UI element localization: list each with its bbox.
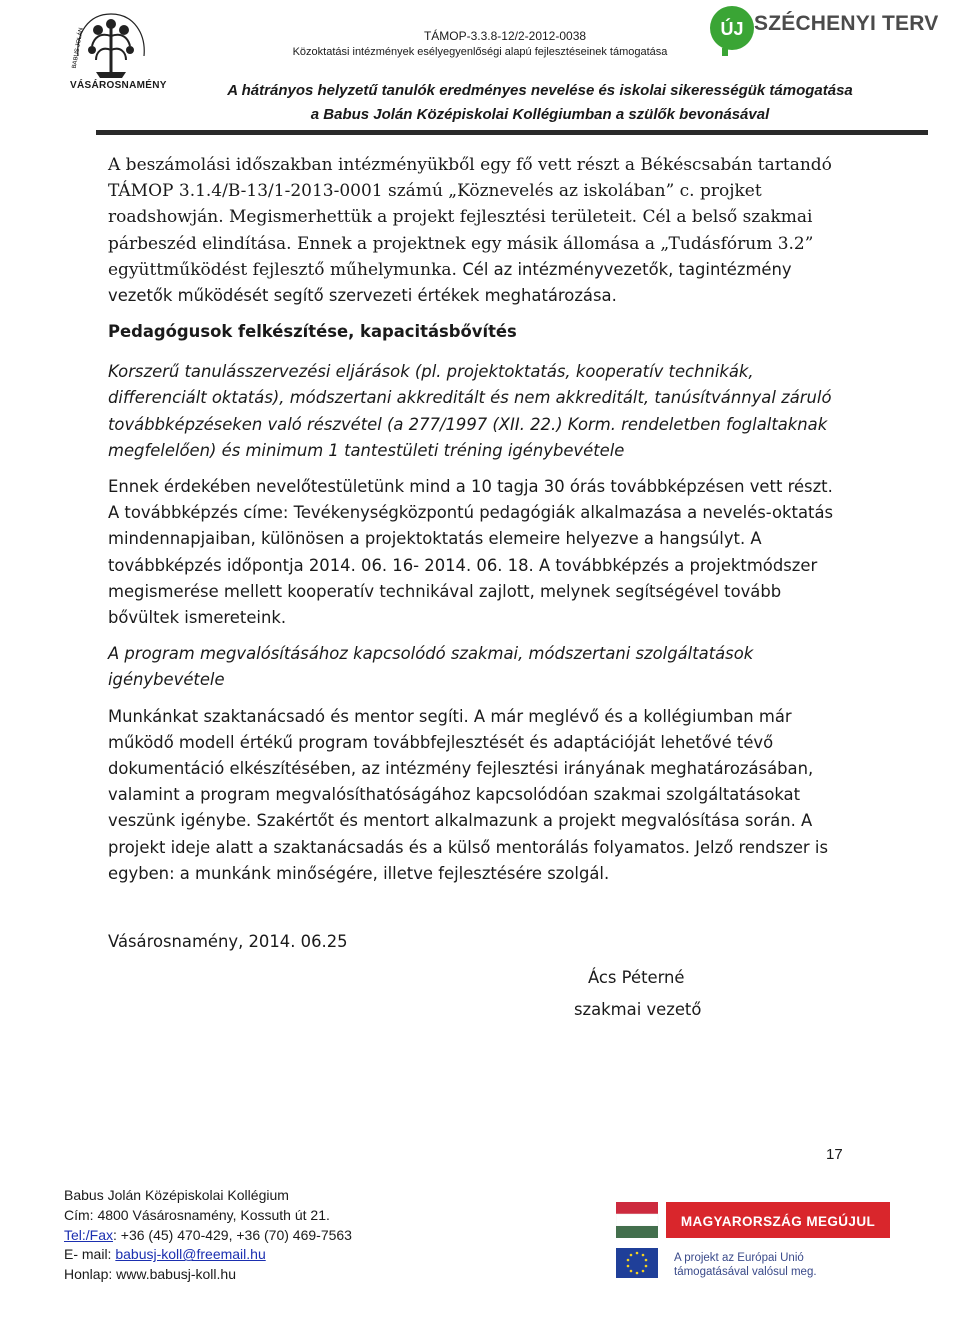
email-link[interactable]: babusj-koll@freemail.hu xyxy=(115,1246,266,1263)
text-line: dokumentáció elkészítésében, az intézmény fejlesztési irányának meghatározásában, xyxy=(108,759,814,779)
paragraph-italic-training xyxy=(108,359,844,464)
text-line: együttműködést fejlesztő műhelymunka. xyxy=(108,259,457,280)
footer-phone xyxy=(64,1226,352,1246)
text-line: differenciált oktatás), módszertani akkreditált és nem akkreditált, tanúsítvánnyal záruló xyxy=(108,388,832,408)
project-info xyxy=(160,28,800,60)
page-header xyxy=(0,0,960,140)
svg-text:ÚJ: ÚJ xyxy=(720,19,744,39)
text-line: megfelelően) és minimum 1 tantestületi tréning igénybevétele xyxy=(108,440,625,460)
text-line: TÁMOP 3.1.4/B-13/1-2013-0001 számú „Köznevelés az iskolában” c. projket xyxy=(108,181,762,202)
footer-address: Cím: 4800 Vásárosnamény, Kossuth út 21. xyxy=(64,1206,330,1223)
eu-text-2: támogatásával valósul meg. xyxy=(674,1266,817,1278)
text-line: mindennapjaiban, különösen a projektoktatás elemeire helyezve a hangsúlyt. A xyxy=(108,529,762,549)
project-code: TÁMOP-3.3.8-12/2-2012-0038 xyxy=(423,29,587,43)
text-line: továbbképzéseken való részvétel (a 277/1997 (XII. 22.) Korm. rendeletben foglaltaknak xyxy=(108,414,828,434)
paragraph-mentor xyxy=(108,704,844,887)
text-line: Ennek érdekében nevelőtestületünk mind a 10 tagja 30 órás továbbképzésen vett részt. xyxy=(108,477,833,497)
text-line: roadshowján. Megismerhettük a projekt fejlesztési területeit. Cél a belső szakmai xyxy=(108,207,813,228)
paragraph-roadshow xyxy=(108,152,844,309)
text-line: valamint a program megvalósíthatóságához kapcsolódóan szakmai szolgáltatásokat xyxy=(108,785,801,805)
text-line: veszünk igénybe. Szakértőt és mentort alkalmazunk a projekt megvalósítása során. A xyxy=(108,811,813,831)
eu-text-1: A projekt az Európai Unió xyxy=(674,1252,804,1264)
text-line: párbeszéd elindítása. Ennek a projektnek egy másik állomása a „Tudásfórum 3.2” xyxy=(108,233,814,254)
svg-text:BABUS JOLÁN: BABUS JOLÁN xyxy=(71,27,85,70)
tel-value: : +36 (45) 470-429, +36 (70) 469-7563 xyxy=(113,1226,352,1243)
footer-contact xyxy=(64,1186,352,1285)
footer-email xyxy=(64,1245,352,1265)
document-body xyxy=(108,152,844,887)
header-divider xyxy=(96,130,928,135)
project-subtitle: Közoktatási intézmények esélyegyenlőségi alapú fejlesztéseinek támogatása xyxy=(292,46,668,58)
text-line: igénybevétele xyxy=(108,670,225,690)
header-tagline-1: A hátrányos helyzetű tanulók eredményes nevelése és iskolai sikerességük támogatása xyxy=(227,82,853,99)
email-label: E- mail: xyxy=(64,1246,116,1263)
footer-website: Honlap: www.babusj-koll.hu xyxy=(64,1266,236,1283)
text-line: Korszerű tanulásszervezési eljárások (pl. projektoktatás, kooperatív technikák, xyxy=(108,362,754,382)
text-line: Cél az intézményvezetők, tagintézmény xyxy=(462,259,792,279)
paragraph-italic-services xyxy=(108,641,844,693)
paragraph-training-details xyxy=(108,474,844,631)
text-line: A program megvalósításához kapcsolódó szakmai, módszertani szolgáltatások xyxy=(108,644,754,664)
text-line: bővültek ismereteink. xyxy=(108,608,287,628)
section-heading: Pedagógusok felkészítése, kapacitásbővítés xyxy=(108,322,517,342)
signer-name: Ács Péterné xyxy=(588,968,685,987)
tel-link[interactable]: Tel:/Fax xyxy=(64,1226,114,1243)
text-line: megismerése mellett kooperatív technikával zajlott, melynek segítségével tovább xyxy=(108,581,782,601)
place-date: Vásárosnamény, 2014. 06.25 xyxy=(108,932,348,951)
text-line: továbbképzés időpontja 2014. 06. 16- 2014. 06. 18. A továbbképzés a projektmódszer xyxy=(108,555,818,575)
footer-org: Babus Jolán Középiskolai Kollégium xyxy=(64,1187,289,1203)
text-line: vezetők működését segítő szervezeti értékek meghatározása. xyxy=(108,286,617,306)
header-tagline-2: a Babus Jolán Középiskolai Kollégiumban a szülők bevonásával xyxy=(310,106,770,123)
text-line: A továbbképzés címe: Tevékenységközpontú pedagógiák alkalmazása a nevelés-oktatás xyxy=(108,503,834,523)
eu-funding-logo-icon xyxy=(616,1196,890,1280)
text-line: Munkánkat szaktanácsadó és mentor segíti. A már meglévő és a kollégiumban már xyxy=(108,706,792,726)
page-number: 17 xyxy=(826,1146,843,1163)
szechenyi-title: SZÉCHENYI TERV xyxy=(754,12,939,35)
text-line: A beszámolási időszakban intézményükből egy fő vett részt a Békéscsabán tartandó xyxy=(108,155,832,175)
school-logo-caption: VÁSÁROSNAMÉNY xyxy=(70,80,167,91)
text-line: egyben: a munkánk minőségére, illetve fejlesztésére szolgál. xyxy=(108,863,610,883)
text-line: működő modell értékű program továbbfejlesztését és adaptációját lehetővé tévő xyxy=(108,732,774,752)
text-line: projekt ideje alatt a szaktanácsadás és a külső mentorálás folyamatos. Jelző rendszer is xyxy=(108,837,828,857)
banner-text: MAGYARORSZÁG MEGÚJUL xyxy=(680,1214,876,1229)
signer-title: szakmai vezető xyxy=(574,1000,702,1019)
